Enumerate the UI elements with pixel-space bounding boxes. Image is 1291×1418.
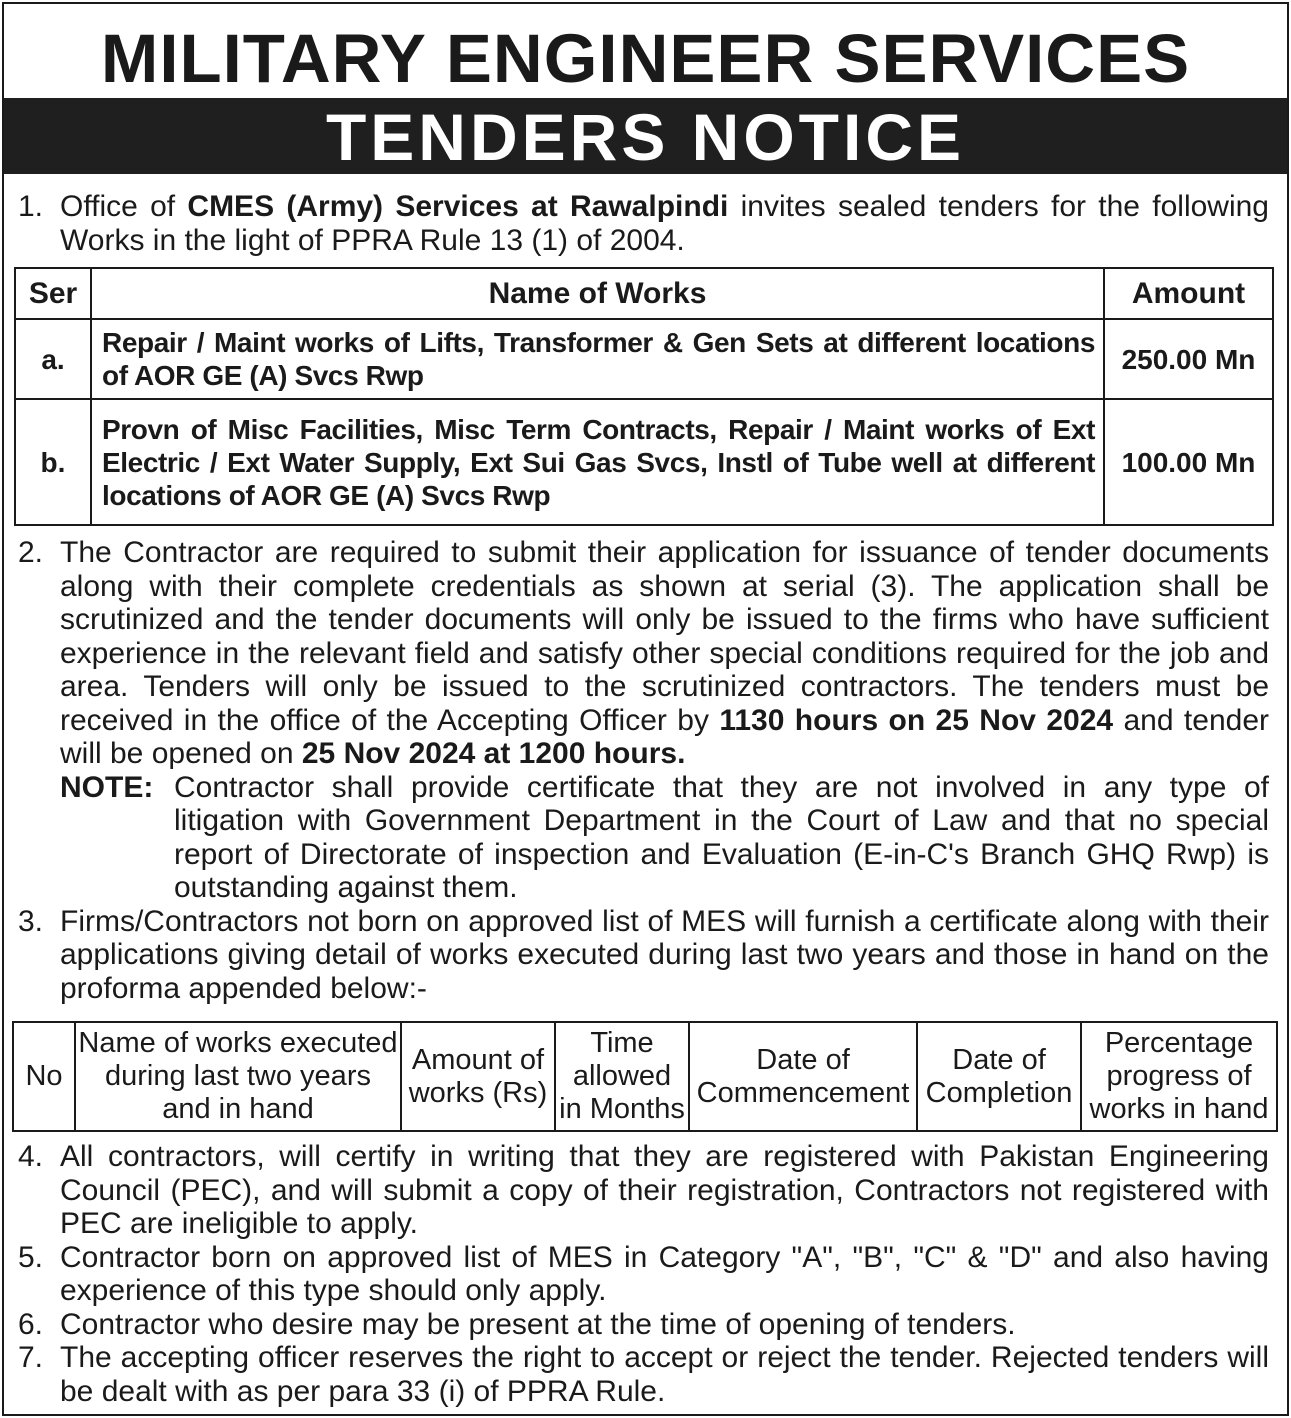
submission-deadline: 1130 hours on 25 Nov 2024 [719, 703, 1114, 737]
row-ser: a. [15, 319, 91, 399]
paragraph-number: 4. [18, 1140, 44, 1173]
tender-notice [2, 2, 1289, 1416]
notice-body [4, 190, 1287, 1408]
header-name-of-works: Name of Works [91, 268, 1104, 319]
proforma-col-works: Name of works executed during last two years and in hand [75, 1022, 401, 1131]
note [4, 771, 1287, 905]
paragraph-4-text: All contractors, will certify in writing that they are registered with Pakistan Engineering Council (PEC), and will submit a copy of their registration, Contractors not registered with PEC are ineligible to apply. [60, 1140, 1269, 1240]
table-row [15, 399, 1273, 525]
page-title: MILITARY ENGINEER SERVICES [100, 20, 1191, 97]
row-amount: 250.00 Mn [1104, 319, 1273, 399]
paragraph-2 [4, 536, 1287, 771]
notice-banner: TENDERS NOTICE [4, 98, 1287, 174]
header-ser: Ser [15, 268, 91, 319]
paragraph-number: 2. [18, 536, 44, 569]
paragraph-4 [4, 1140, 1287, 1241]
row-work-name: Repair / Maint works of Lifts, Transformer & Gen Sets at different locations of AOR GE (A) Svcs Rwp [91, 319, 1104, 399]
paragraph-7-text: The accepting officer reserves the right to accept or reject the tender. Rejected tenders will be dealt with as per para 33 (i) of PPRA Rule. [60, 1341, 1269, 1408]
paragraph-number: 3. [18, 904, 44, 938]
row-ser: b. [15, 399, 91, 525]
header-amount: Amount [1104, 268, 1273, 319]
paragraph-6 [4, 1308, 1287, 1342]
proforma-header [13, 1022, 1277, 1131]
proforma-col-amount: Amount of works (Rs) [401, 1022, 555, 1131]
paragraph-2-mid: and tender will be opened on [60, 703, 1269, 770]
paragraph-1-intro: Office of [60, 190, 188, 223]
paragraph-number: 7. [18, 1341, 44, 1374]
proforma-table [12, 1021, 1278, 1132]
paragraph-7 [4, 1341, 1287, 1408]
paragraph-5 [4, 1241, 1287, 1308]
paragraph-6-text: Contractor who desire may be present at the time of opening of tenders. [60, 1307, 1016, 1341]
paragraph-1 [4, 190, 1287, 257]
paragraph-number: 5. [18, 1240, 44, 1274]
paragraph-1-text: invites sealed tenders for the following Works in the light of PPRA Rule 13 (1) of 2004. [60, 190, 1269, 257]
paragraph-number: 6. [18, 1307, 44, 1341]
opening-time: 25 Nov 2024 at 1200 hours. [301, 737, 686, 770]
proforma-col-completion: Date of Completion [917, 1022, 1081, 1131]
note-text: Contractor shall provide certificate that they are not involved in any type of litigation with Government Department in the Court of Law and that no special report of Directorate of inspection and Evaluation (E-in-C's Branch GHQ Rwp) is outstanding against them. [174, 770, 1269, 904]
paragraph-3-text: Firms/Contractors not born on approved list of MES will furnish a certificate along with their applications giving detail of works executed during last two years and those in hand on the proforma appended below:- [60, 904, 1269, 1005]
row-amount: 100.00 Mn [1104, 399, 1273, 525]
works-table [14, 267, 1274, 526]
proforma-col-progress: Percentage progress of works in hand [1081, 1022, 1277, 1131]
paragraph-3 [4, 905, 1287, 1006]
proforma-col-time: Time allowed in Months [555, 1022, 689, 1131]
works-table-header [15, 268, 1273, 319]
proforma-col-no: No [13, 1022, 75, 1131]
paragraph-2-text: The Contractor are required to submit their application for issuance of tender documents along with their complete credentials as shown at serial (3). The application shall be scrutinized and the tender documents will only be issued to the firms who have sufficient experience in the relevant field and satisfy other special conditions required for the job and area. Tenders will only be issued to the scrutinized contractors. The tenders must be received in the office of the Accepting Officer by [60, 536, 1269, 737]
paragraph-number: 1. [18, 190, 44, 223]
table-row [15, 319, 1273, 399]
office-name: CMES (Army) Services at Rawalpindi [187, 190, 729, 223]
note-label: NOTE: [60, 770, 154, 804]
proforma-col-commencement: Date of Commencement [689, 1022, 917, 1131]
paragraph-5-text: Contractor born on approved list of MES in Category "A", "B", "C" & "D" and also having experience of this type should only apply. [60, 1240, 1269, 1307]
row-work-name: Provn of Misc Facilities, Misc Term Contracts, Repair / Maint works of Ext Electric / Ext Water Supply, Ext Sui Gas Svcs, Instl of Tube well at different locations of AOR GE (A) Svcs Rwp [91, 399, 1104, 525]
